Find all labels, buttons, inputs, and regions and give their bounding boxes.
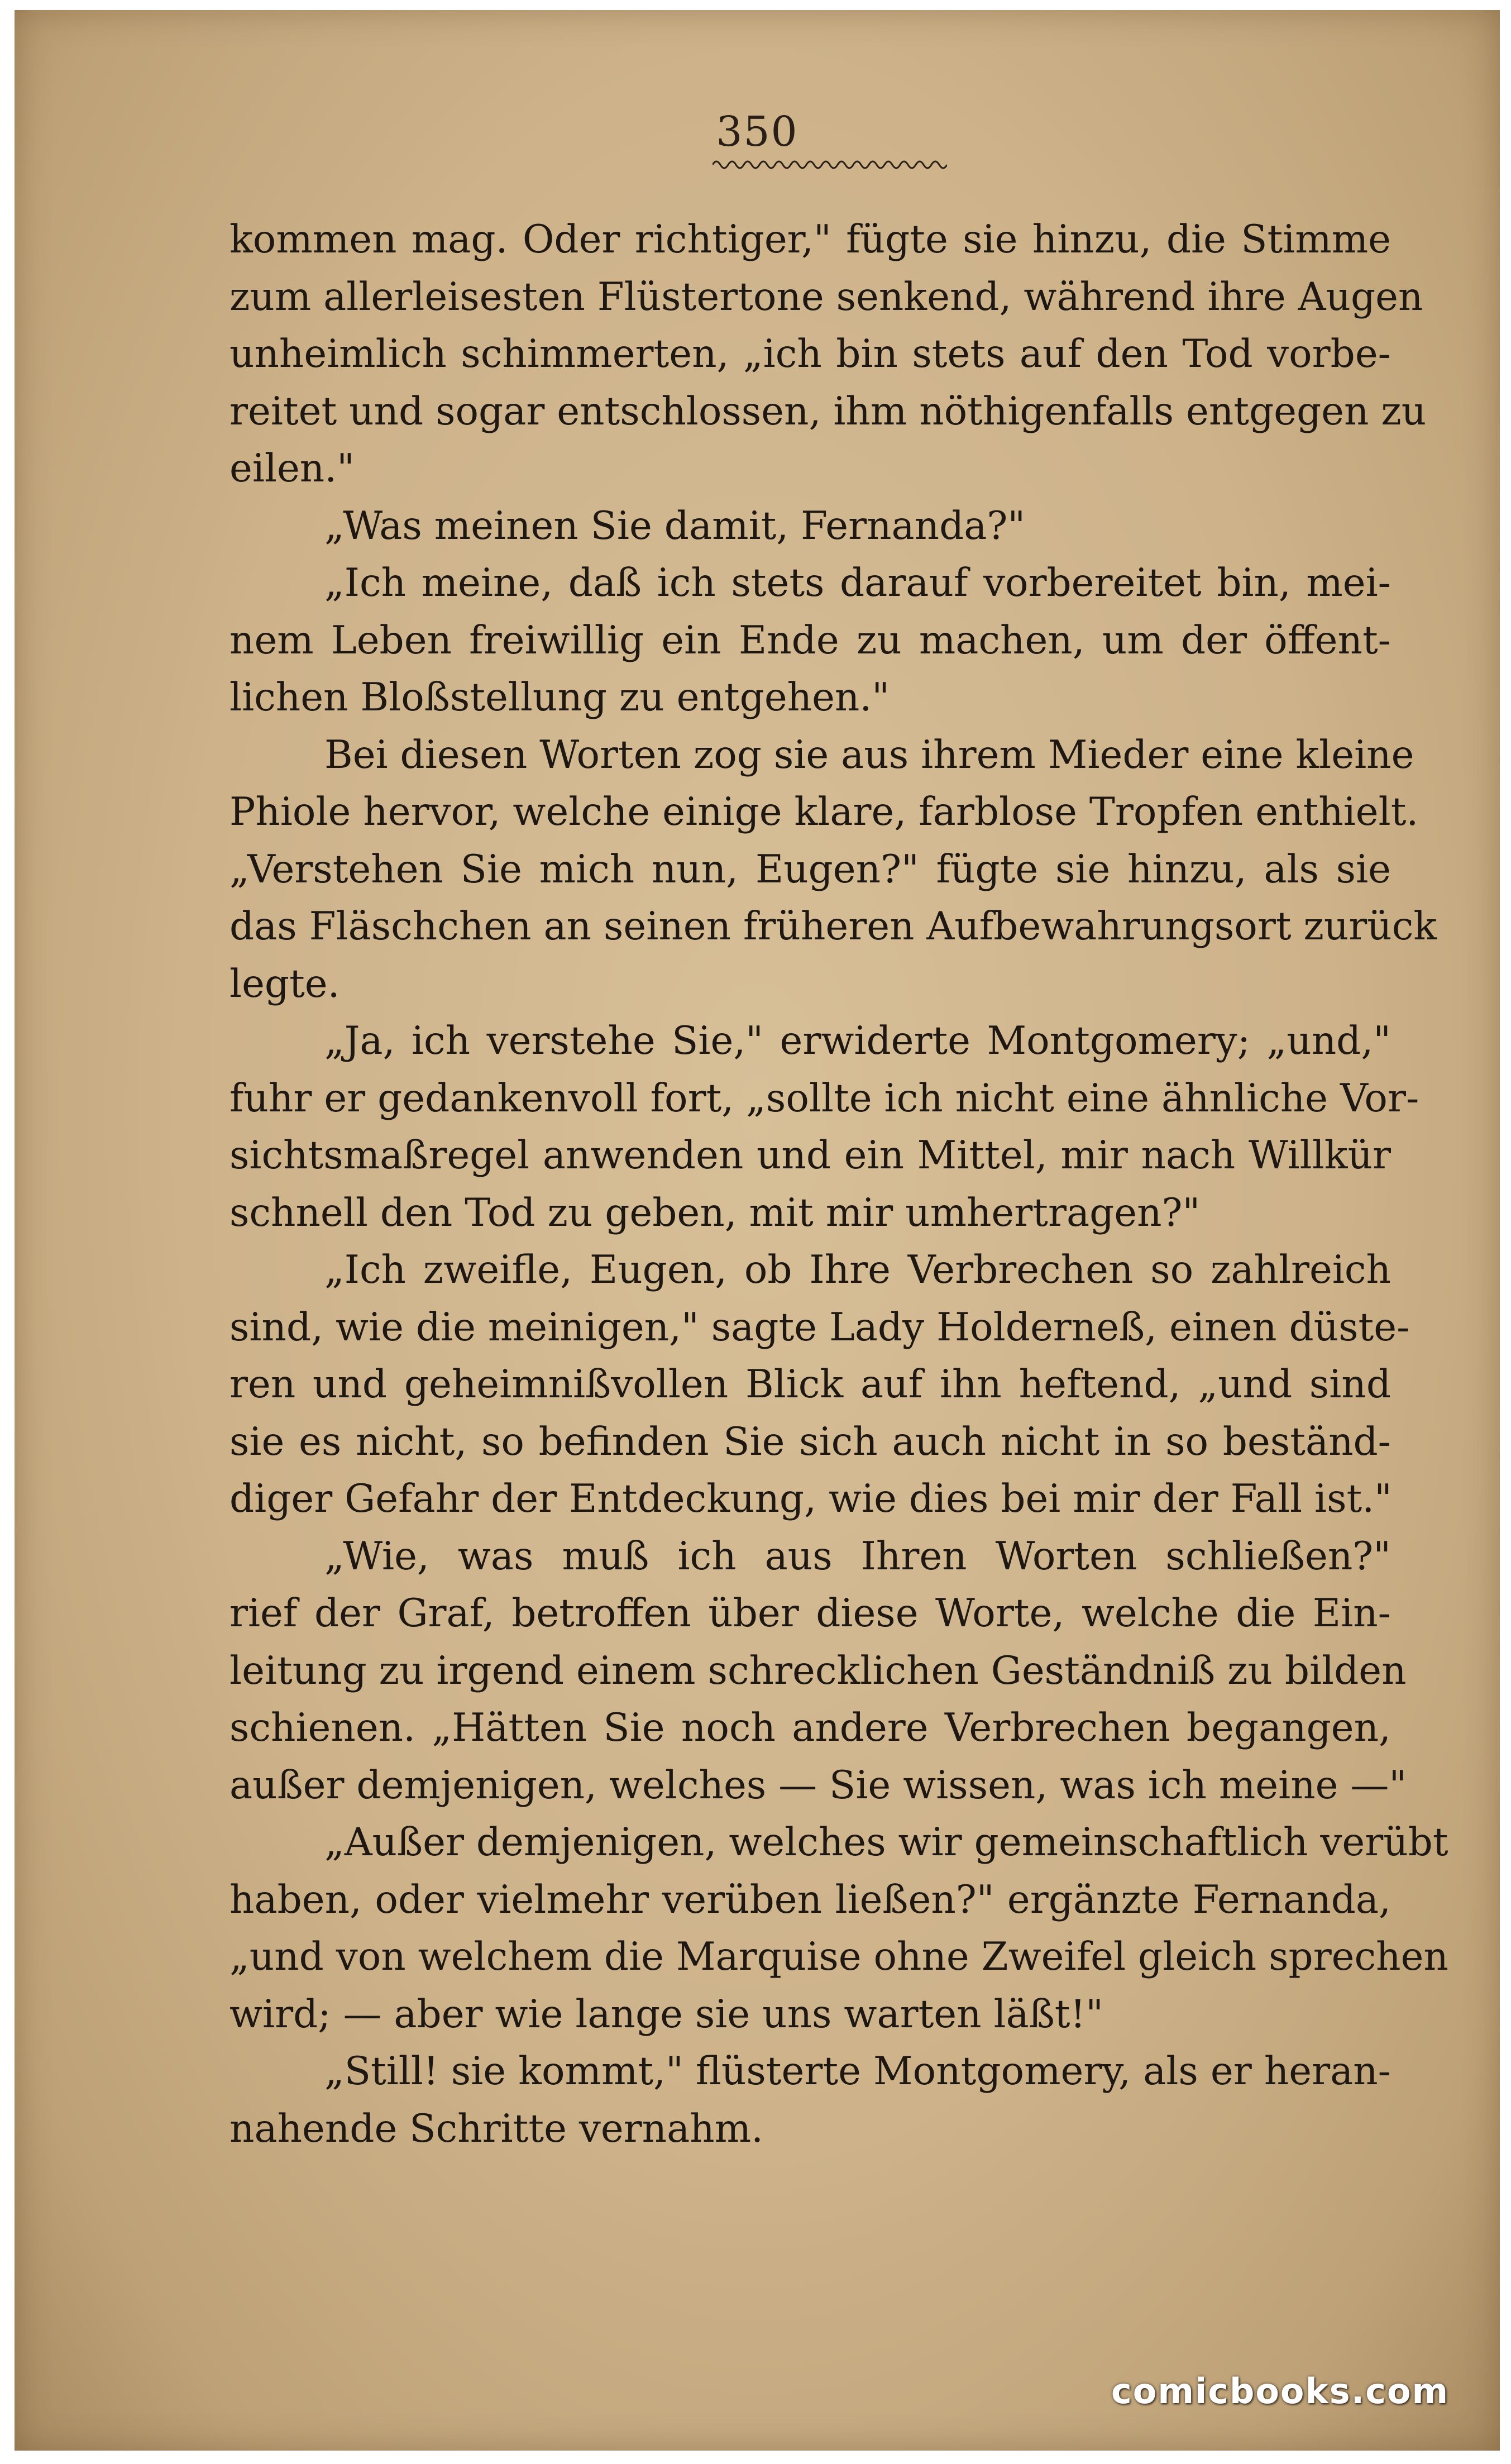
text-line: „Ja, ich verstehe Sie," erwiderte Montgomery; „und," [324, 1019, 1391, 1063]
text-line: wird; — aber wie lange sie uns warten läßt!" [229, 1992, 1103, 2037]
text-line: kommen mag. Oder richtiger," fügte sie hinzu, die Stimme [229, 217, 1391, 262]
text-line: ren und geheimnißvollen Blick auf ihn heftend, „und sind [229, 1362, 1391, 1407]
body-text [229, 211, 1448, 2157]
text-line: nem Leben freiwillig ein Ende zu machen, um der öffent- [229, 618, 1391, 663]
text-line: eilen." [229, 446, 355, 491]
watermark-logo: comicbooks.com [1111, 2371, 1450, 2412]
text-line: „Verstehen Sie mich nun, Eugen?" fügte sie hinzu, als sie [229, 847, 1391, 892]
text-line: „Außer demjenigen, welches wir gemeinschaftlich verübt [324, 1820, 1448, 1865]
page-number: 350 [716, 108, 798, 156]
text-line: „Wie, was muß ich aus Ihren Worten schließen?" [324, 1534, 1391, 1579]
text-line: zum allerleisesten Flüstertone senkend, während ihre Augen [229, 274, 1423, 319]
text-line: diger Gefahr der Entdeckung, wie dies bei mir der Fall ist." [229, 1477, 1392, 1521]
book-page [15, 10, 1500, 2451]
text-line: sie es nicht, so befinden Sie sich auch nicht in so beständ- [229, 1419, 1391, 1464]
text-line: unheimlich schimmerten, „ich bin stets auf den Tod vorbe- [229, 332, 1391, 376]
text-line: „Was meinen Sie damit, Fernanda?" [324, 503, 1026, 548]
text-line: „Ich zweifle, Eugen, ob Ihre Verbrechen so zahlreich [324, 1248, 1391, 1292]
text-line: sind, wie die meinigen," sagte Lady Holderneß, einen düste- [229, 1305, 1410, 1350]
text-line: das Fläschchen an seinen früheren Aufbewahrungsort zurück [229, 904, 1437, 949]
text-line: leitung zu irgend einem schrecklichen Geständniß zu bilden [229, 1648, 1407, 1693]
text-line: „Ich meine, daß ich stets darauf vorbereitet bin, mei- [324, 561, 1391, 605]
text-line: rief der Graf, betroffen über diese Worte, welche die Ein- [229, 1591, 1391, 1636]
text-line: Phiole hervor, welche einige klare, farblose Tropfen enthielt. [229, 790, 1419, 834]
text-line: nahende Schritte vernahm. [229, 2106, 764, 2151]
text-line: haben, oder vielmehr verüben ließen?" ergänzte Fernanda, [229, 1877, 1391, 1922]
text-line: schienen. „Hätten Sie noch andere Verbrechen begangen, [229, 1706, 1391, 1750]
text-line: „und von welchem die Marquise ohne Zweifel gleich sprechen [229, 1935, 1448, 1979]
text-line: schnell den Tod zu geben, mit mir umhertragen?" [229, 1190, 1201, 1235]
decorative-rule-icon [713, 156, 947, 173]
text-line: „Still! sie kommt," flüsterte Montgomery, als er heran- [324, 2049, 1391, 2094]
text-line: außer demjenigen, welches — Sie wissen, was ich meine —" [229, 1763, 1407, 1808]
text-line: Bei diesen Worten zog sie aus ihrem Mieder eine kleine [324, 732, 1414, 777]
text-line: lichen Bloßstellung zu entgehen." [229, 675, 890, 720]
text-line: legte. [229, 961, 340, 1006]
text-line: fuhr er gedankenvoll fort, „sollte ich nicht eine ähnliche Vor- [229, 1076, 1419, 1121]
text-line: sichtsmaßregel anwenden und ein Mittel, mir nach Willkür [229, 1133, 1391, 1178]
text-line: reitet und sogar entschlossen, ihm nöthigenfalls entgegen zu [229, 389, 1427, 434]
